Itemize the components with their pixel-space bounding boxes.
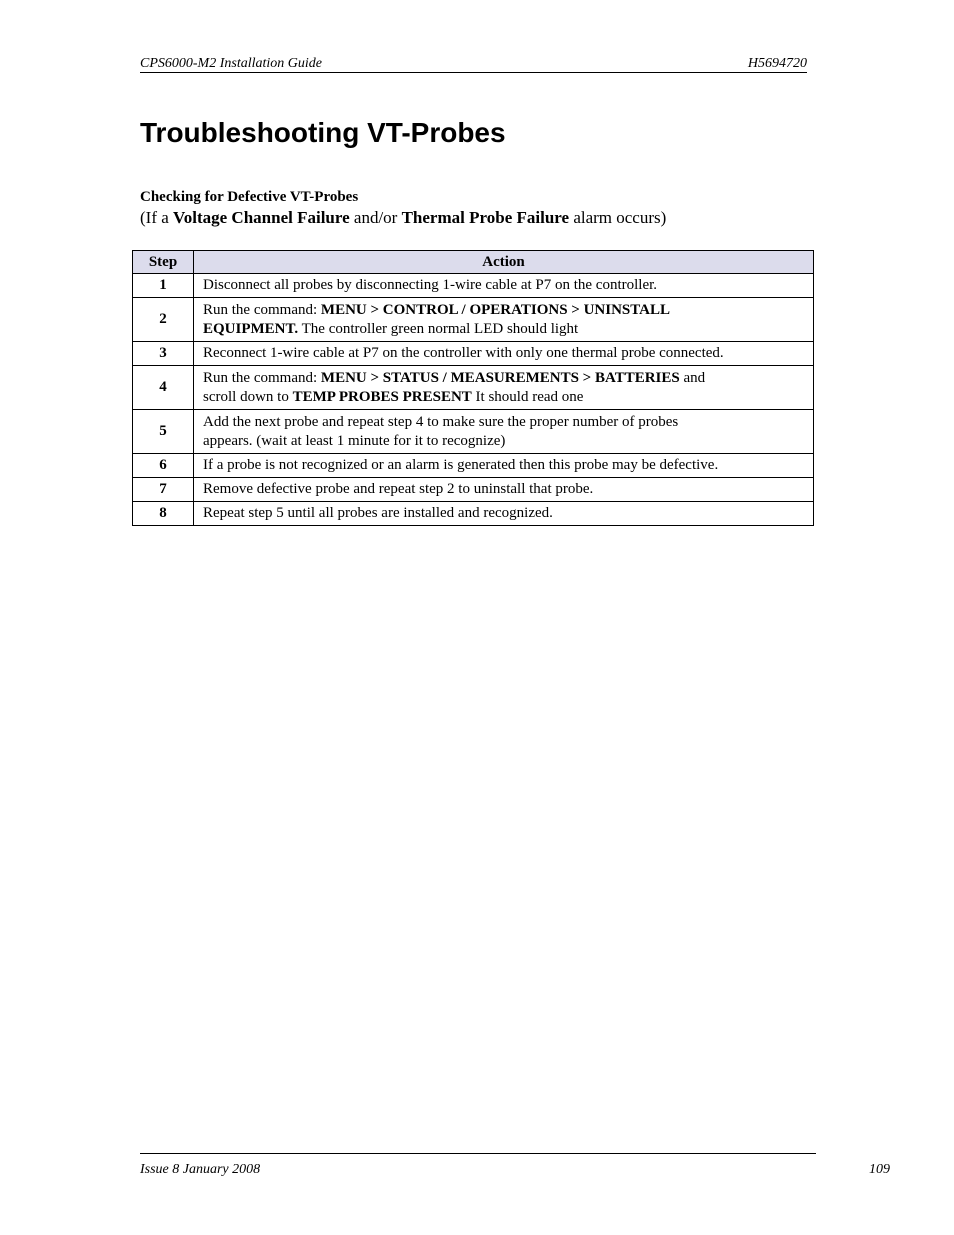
action-text: scroll down to [203, 388, 293, 405]
troubleshooting-steps-table [132, 250, 814, 526]
step-action [194, 454, 814, 478]
action-text: If a probe is not recognized or an alarm is generated then this probe may be defective. [203, 457, 719, 473]
condition-prefix: (If a [140, 208, 174, 227]
step-number: 7 [133, 478, 194, 502]
condition-mid: and/or [349, 208, 402, 227]
header-document-title: CPS6000-M2 Installation Guide [140, 56, 322, 71]
action-text: Disconnect all probes by disconnecting 1-wire cable at P7 on the controller. [203, 277, 658, 293]
table-row [133, 410, 814, 454]
step-action [194, 274, 814, 298]
action-text: Run the command: [203, 369, 321, 386]
step-number: 4 [133, 366, 194, 410]
action-text: It should read one [471, 388, 584, 405]
condition-alarm-thermal: Thermal Probe Failure [401, 208, 570, 227]
column-header-action: Action [194, 251, 814, 274]
table-row [133, 454, 814, 478]
table-header-row [133, 251, 814, 274]
step-number: 1 [133, 274, 194, 298]
page-footer [140, 1153, 890, 1177]
step-number: 3 [133, 342, 194, 366]
action-text: and [679, 369, 706, 386]
alarm-condition [140, 207, 666, 229]
page-header [140, 56, 807, 73]
table-row [133, 274, 814, 298]
condition-suffix: alarm occurs) [569, 208, 667, 227]
step-number: 2 [133, 298, 194, 342]
action-text: The controller green normal LED should light [298, 320, 579, 337]
page-title: Troubleshooting VT-Probes [140, 117, 506, 148]
footer-issue-date: Issue 8 January 2008 [140, 1162, 261, 1177]
step-action [194, 478, 814, 502]
table-body [133, 274, 814, 526]
action-text: Remove defective probe and repeat step 2 to uninstall that probe. [203, 481, 594, 497]
action-command-text: EQUIPMENT. [203, 320, 299, 337]
step-action [194, 342, 814, 366]
table-row [133, 502, 814, 526]
action-text: Run the command: [203, 301, 321, 318]
table-row [133, 366, 814, 410]
table-row [133, 478, 814, 502]
action-text: appears. (wait at least 1 minute for it to recognize) [203, 432, 506, 449]
step-number: 8 [133, 502, 194, 526]
step-number: 6 [133, 454, 194, 478]
step-number: 5 [133, 410, 194, 454]
action-text: Repeat step 5 until all probes are installed and recognized. [203, 505, 553, 521]
action-text: Reconnect 1-wire cable at P7 on the controller with only one thermal probe connected. [203, 345, 724, 361]
section-subheading: Checking for Defective VT-Probes [140, 189, 359, 205]
step-action [194, 410, 814, 454]
action-command-text: MENU > CONTROL / OPERATIONS > UNINSTALL [320, 301, 670, 318]
footer-page-number: 109 [869, 1162, 890, 1177]
table-row [133, 342, 814, 366]
action-command-text: TEMP PROBES PRESENT [292, 388, 472, 405]
step-action [194, 366, 814, 410]
header-document-number: H5694720 [747, 56, 807, 71]
condition-alarm-voltage: Voltage Channel Failure [173, 208, 350, 227]
table-row [133, 298, 814, 342]
action-text: Add the next probe and repeat step 4 to make sure the proper number of probes [203, 413, 679, 430]
step-action [194, 502, 814, 526]
action-command-text: MENU > STATUS / MEASUREMENTS > BATTERIES [320, 369, 680, 386]
column-header-step: Step [133, 251, 194, 274]
step-action [194, 298, 814, 342]
